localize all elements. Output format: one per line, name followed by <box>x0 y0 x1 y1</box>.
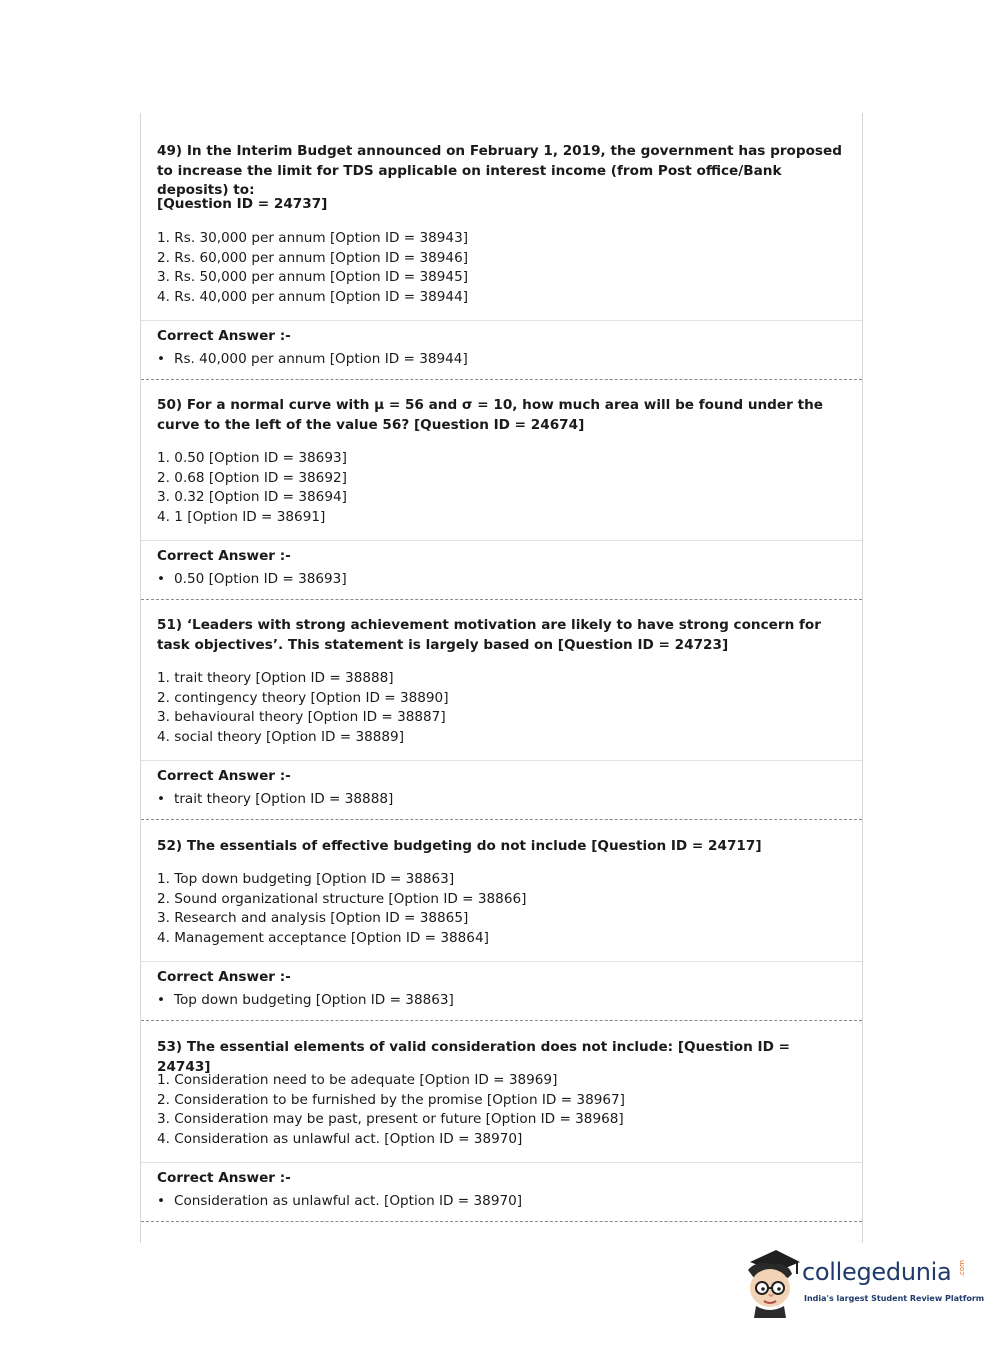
option: 3. 0.32 [Option ID = 38694] <box>157 489 347 505</box>
question-53 <box>141 1021 862 1163</box>
question-text: 50) For a normal curve with μ = 56 and σ = 10, how much area will be found under the curve to the left of the value 56? [Question ID = 24674] <box>157 397 823 433</box>
correct-answer-text: trait theory [Option ID = 38888] <box>174 791 394 807</box>
question-51 <box>141 600 862 761</box>
correct-answer: • trait theory [Option ID = 38888] <box>157 791 394 807</box>
logo-wordmark: collegedunia <box>802 1258 952 1286</box>
option: 3. Research and analysis [Option ID = 38865] <box>157 910 469 926</box>
option: 2. 0.68 [Option ID = 38692] <box>157 469 347 486</box>
correct-answer: • 0.50 [Option ID = 38693] <box>157 571 347 587</box>
correct-answer-text: Rs. 40,000 per annum [Option ID = 38944] <box>174 351 468 367</box>
logo-tagline: India's largest Student Review Platform <box>804 1294 985 1303</box>
correct-answer-text: 0.50 [Option ID = 38693] <box>174 571 347 587</box>
option: 2. Consideration to be furnished by the promise [Option ID = 38967] <box>157 1091 625 1108</box>
option: 4. Management acceptance [Option ID = 38864] <box>157 929 489 946</box>
option: 1. Consideration need to be adequate [Option ID = 38969] <box>157 1072 558 1088</box>
question-text: 51) ‘Leaders with strong achievement motivation are likely to have strong concern for task objectives’. This statement is largely based on [Question ID = 24723] <box>157 617 821 653</box>
question-text: 49) In the Interim Budget announced on February 1, 2019, the government has proposed to increase the limit for TDS applicable on interest income (from Post office/Bank deposits) to: <box>157 143 842 198</box>
option: 3. Rs. 50,000 per annum [Option ID = 38945] <box>157 269 469 285</box>
correct-answer-text: Consideration as unlawful act. [Option ID = 38970] <box>174 1193 523 1209</box>
option: 1. Rs. 30,000 per annum [Option ID = 38943] <box>157 230 469 246</box>
correct-answer-label: Correct Answer :- <box>157 969 291 985</box>
option: 4. 1 [Option ID = 38691] <box>157 508 326 525</box>
question-50 <box>141 380 862 541</box>
option: 3. Consideration may be past, present or future [Option ID = 38968] <box>157 1111 624 1127</box>
correct-answer-label: Correct Answer :- <box>157 1170 291 1186</box>
correct-answer-label: Correct Answer :- <box>157 768 291 784</box>
answer-49 <box>141 321 862 380</box>
option: 1. trait theory [Option ID = 38888] <box>157 670 394 686</box>
answer-51 <box>141 761 862 820</box>
option: 4. social theory [Option ID = 38889] <box>157 728 404 745</box>
correct-answer: • Top down budgeting [Option ID = 38863] <box>157 992 454 1008</box>
question-text: 52) The essentials of effective budgeting do not include [Question ID = 24717] <box>157 838 762 854</box>
answer-52 <box>141 962 862 1021</box>
question-id: [Question ID = 24737] <box>157 196 328 212</box>
option: 2. Rs. 60,000 per annum [Option ID = 38946] <box>157 249 469 266</box>
option: 4. Rs. 40,000 per annum [Option ID = 38944] <box>157 288 469 305</box>
correct-answer: • Rs. 40,000 per annum [Option ID = 38944] <box>157 351 468 367</box>
question-52 <box>141 820 862 962</box>
correct-answer-label: Correct Answer :- <box>157 548 291 564</box>
options-list <box>157 229 468 307</box>
option: 1. 0.50 [Option ID = 38693] <box>157 450 347 466</box>
mascot-icon <box>742 1248 802 1318</box>
options-list <box>157 870 526 948</box>
options-list <box>157 449 347 527</box>
correct-answer-text: Top down budgeting [Option ID = 38863] <box>174 992 454 1008</box>
options-list <box>157 669 449 747</box>
option: 3. behavioural theory [Option ID = 38887] <box>157 709 446 725</box>
collegedunia-logo[interactable] <box>742 1248 985 1318</box>
question-paper-frame <box>140 113 863 1243</box>
answer-50 <box>141 541 862 600</box>
logo-suffix: .com <box>958 1260 966 1278</box>
question-49 <box>141 113 862 321</box>
correct-answer-label: Correct Answer :- <box>157 328 291 344</box>
options-list <box>157 1071 625 1149</box>
option: 1. Top down budgeting [Option ID = 38863] <box>157 871 455 887</box>
option: 2. contingency theory [Option ID = 38890] <box>157 689 449 706</box>
question-text: 53) The essential elements of valid consideration does not include: [Question ID = 24743] <box>157 1039 790 1075</box>
option: 2. Sound organizational structure [Option ID = 38866] <box>157 890 527 907</box>
option: 4. Consideration as unlawful act. [Option ID = 38970] <box>157 1130 523 1147</box>
correct-answer: • Consideration as unlawful act. [Option ID = 38970] <box>157 1193 523 1209</box>
answer-53 <box>141 1163 862 1222</box>
